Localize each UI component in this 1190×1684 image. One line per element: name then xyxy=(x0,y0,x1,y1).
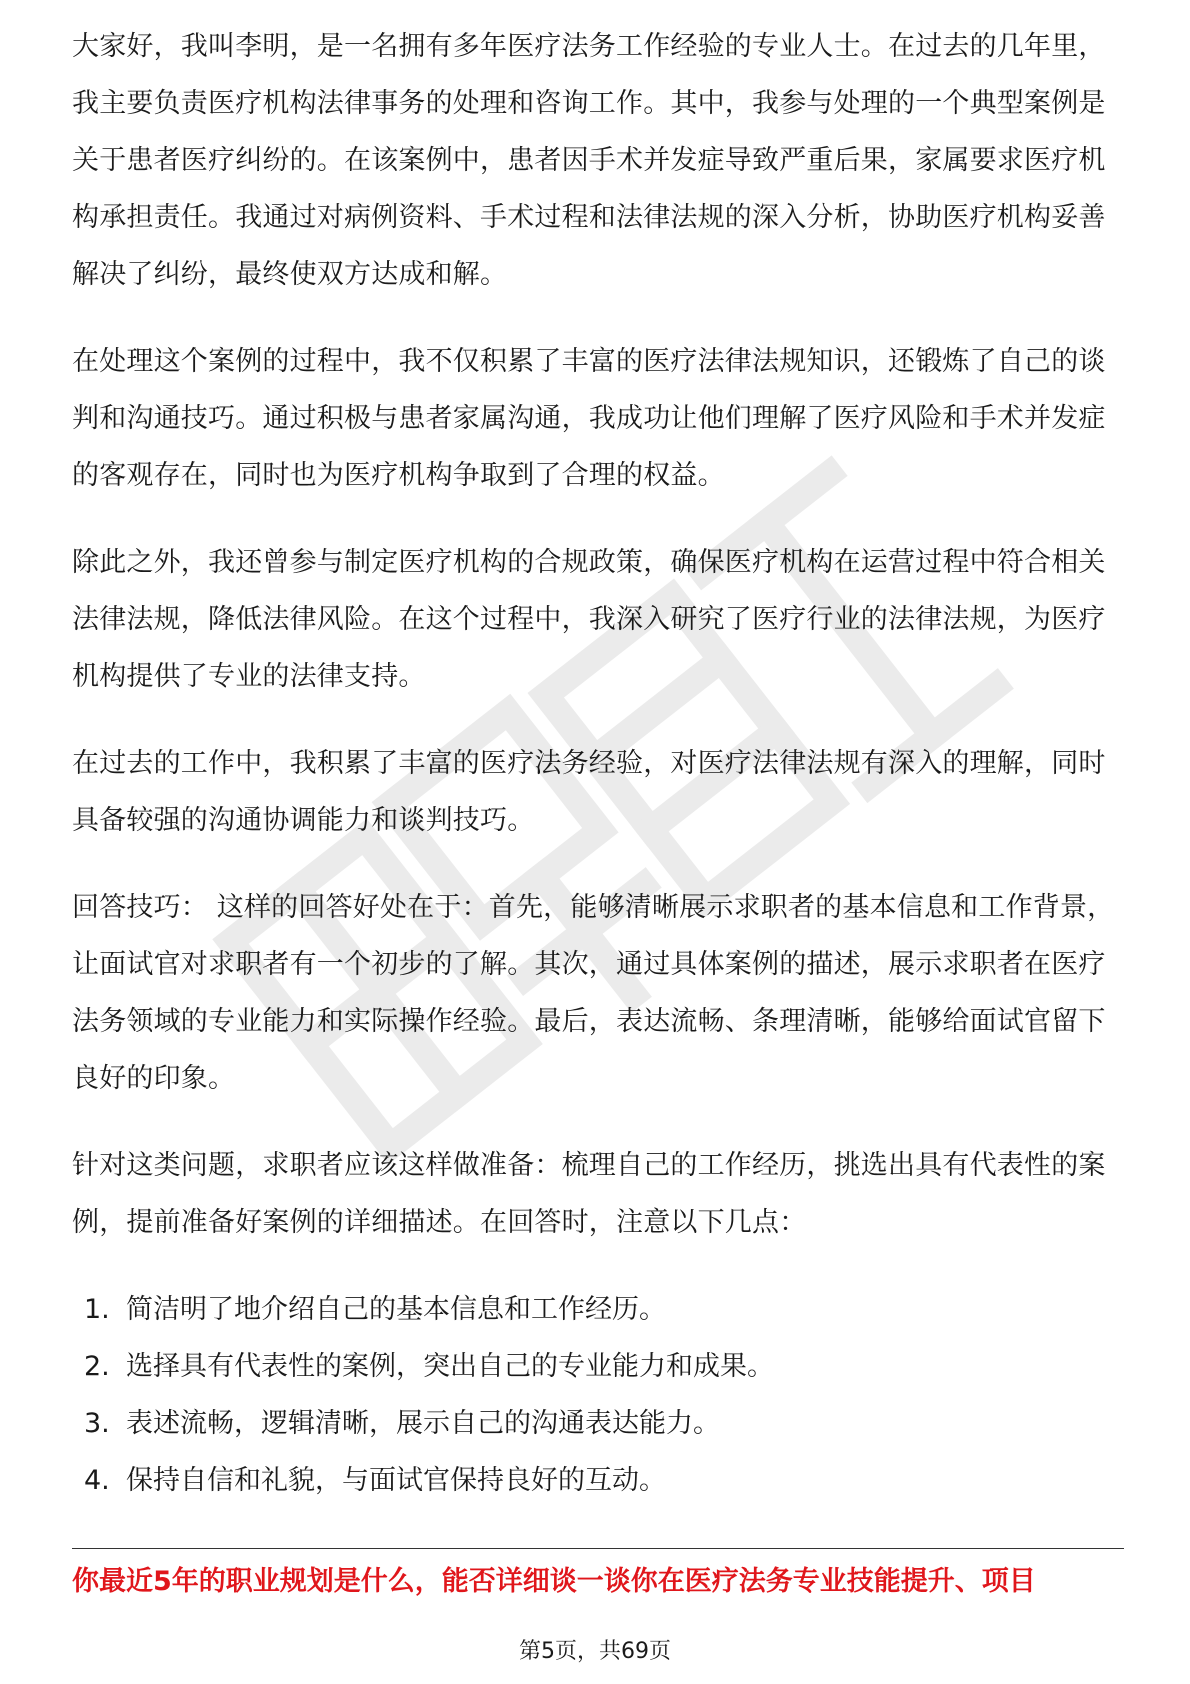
list-item-number: 4. xyxy=(84,1465,110,1496)
paragraph-summary: 在过去的工作中，我积累了丰富的医疗法务经验，对医疗法律法规有深入的理解，同时具备较强的沟通协调能力和谈判技巧。 xyxy=(72,748,1106,836)
list-item xyxy=(72,1452,1122,1509)
tips-list xyxy=(72,1281,1122,1509)
paragraph-intro: 大家好，我叫李明，是一名拥有多年医疗法务工作经验的专业人士。在过去的几年里，我主要负责医疗机构法律事务的处理和咨询工作。其中，我参与处理的一个典型案例是关于患者医疗纠纷的。在该案例中，患者因手术并发症导致严重后果，家属要求医疗机构承担责任。我通过对病例资料、手术过程和法律法规的深入分析，协助医疗机构妥善解决了纠纷，最终使双方达成和解。 xyxy=(72,31,1106,290)
next-question-heading: 你最近5年的职业规划是什么，能否详细谈一谈你在医疗法务专业技能提升、项目 xyxy=(72,1566,1036,1597)
list-item-number: 1. xyxy=(84,1294,110,1325)
section-divider xyxy=(72,1548,1124,1549)
list-item xyxy=(72,1281,1122,1338)
document-body xyxy=(72,18,1122,1509)
list-item-text: 选择具有代表性的案例，突出自己的专业能力和成果。 xyxy=(126,1351,774,1382)
paragraph-preparation: 针对这类问题，求职者应该这样做准备：梳理自己的工作经历，挑选出具有代表性的案例，提前准备好案例的详细描述。在回答时，注意以下几点： xyxy=(72,1150,1106,1238)
list-item-text: 简洁明了地介绍自己的基本信息和工作经历。 xyxy=(126,1294,666,1325)
paragraph-case-process: 在处理这个案例的过程中，我不仅积累了丰富的医疗法律法规知识，还锻炼了自己的谈判和沟通技巧。通过积极与患者家属沟通，我成功让他们理解了医疗风险和手术并发症的客观存在，同时也为医疗机构争取到了合理的权益。 xyxy=(72,346,1106,491)
paragraph-compliance: 除此之外，我还曾参与制定医疗机构的合规政策，确保医疗机构在运营过程中符合相关法律法规，降低法律风险。在这个过程中，我深入研究了医疗行业的法律法规，为医疗机构提供了专业的法律支持。 xyxy=(72,547,1106,692)
list-item xyxy=(72,1338,1122,1395)
page-number-footer: 第5页，共69页 xyxy=(519,1639,671,1664)
list-item-number: 3. xyxy=(84,1408,110,1439)
paragraph-answer-tips: 回答技巧： 这样的回答好处在于：首先，能够清晰展示求职者的基本信息和工作背景，让面试官对求职者有一个初步的了解。其次，通过具体案例的描述，展示求职者在医疗法务领域的专业能力和实际操作经验。最后，表达流畅、条理清晰，能够给面试官留下良好的印象。 xyxy=(72,892,1115,1094)
list-item xyxy=(72,1395,1122,1452)
list-item-text: 表述流畅，逻辑清晰，展示自己的沟通表达能力。 xyxy=(126,1408,720,1439)
list-item-text: 保持自信和礼貌，与面试官保持良好的互动。 xyxy=(126,1465,666,1496)
list-item-number: 2. xyxy=(84,1351,110,1382)
